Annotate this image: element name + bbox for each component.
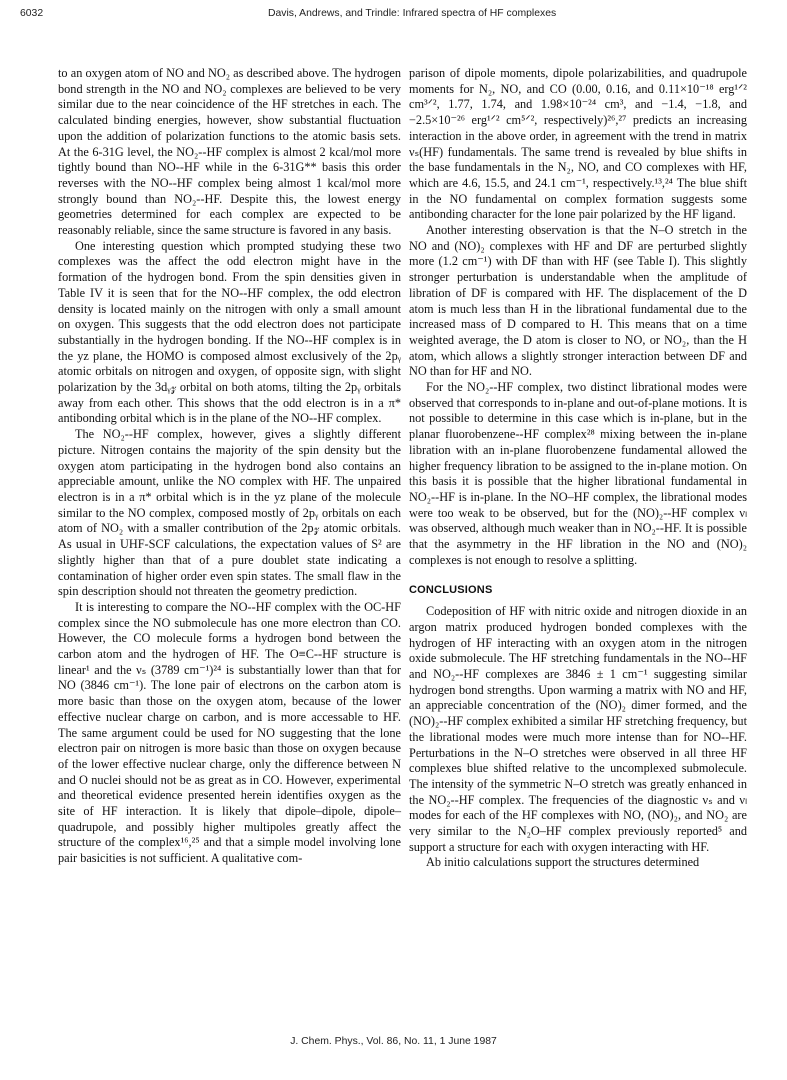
section-heading-conclusions: CONCLUSIONS (409, 583, 493, 596)
running-title: Davis, Andrews, and Trindle: Infrared spectra of HF complexes (268, 8, 557, 19)
paragraph-oc-hf-comparison: It is interesting to compare the NO--HF complex with the OC-HF complex since the NO submolecule has one more electron than CO. However, the CO molecule forms a hydrogen bond between the carbon atom and the hydrogen of HF. The O≡C--HF structure is linear¹ and the νₛ (3789 cm⁻¹)²⁴ is substantially lower than that for NO (3846 cm⁻¹). The lone pair of electrons on the carbon atom is more basic than those on the oxygen atom, because of the lower effective nuclear charge on carbon, and is more accessable to HF. The same argument could be used for NO suggesting that the lone electron pair on nitrogen is more basic than those on oxygen because of the lower effective nuclear charge, only the difference between N and O nuclei should not be as great as in CO. However, experimental and theoretical evidence presented herein identifies oxygen as the site of HF interaction. It is likely that dipole–dipole, dipole–quadrupole, and possibly higher multipoles greatly affect the structure of the complex¹⁶,²⁵ and that a simple model involving lone pair basicities is not sufficient. A qualitative com- (58, 599, 401, 866)
paragraph-librational-modes: For the NO₂--HF complex, two distinct librational modes were observed that corresponds to in-plane and out-of-plane motions. It is not possible to determine in this case which is in-plane, but in the planar fluorobenzene--HF complex²⁸ mixing between the in-plane libration with an in-plane fluorobenzene fundamental allowed the higher frequency libration to be assigned to the in-plane motion. On this basis it is possible that the higher librational fundamental in NO₂--HF is in-plane. In the NO–HF complex, the librational modes were too weak to be observed, but for the (NO)₂--HF complex νₗ was observed, although much weaker than in NO₂--HF. It is possible that the asymmetry in the HF libration in the NO and (NO)₂ complexes is not enough to resolve a splitting. (409, 380, 747, 567)
left-column (58, 66, 401, 867)
page-number: 6032 (20, 8, 44, 19)
paragraph-dipole-moments: parison of dipole moments, dipole polarizabilities, and quadrupole moments for N₂, NO, and CO (0.00, 0.16, and 0.11×10⁻¹⁸ erg¹ᐟ² cm³ᐟ², 1.77, 1.74, and 1.98×10⁻²⁴ cm³, and −1.4, −1.8, and −2.5×10⁻²⁶ erg¹ᐟ² cm⁵ᐟ², respectively)²⁶,²⁷ predicts an increasing interaction in the above order, in agreement with the trend in matrix νₛ(HF) fundamentals. The same trend is revealed by blue shifts in the base fundamentals in the N₂, NO, and CO complexes with HF, which are 4.6, 15.5, and 24.1 cm⁻¹, respectively.¹³,²⁴ The blue shift in the NO fundamental on complex formation suggests some antibonding character for the lone pair polarized by the HF ligand. (409, 66, 747, 222)
right-column (409, 66, 747, 871)
paragraph-continuation: to an oxygen atom of NO and NO₂ as described above. The hydrogen bond strength in the NO and NO₂ complexes are believed to be very similar due to the near coincidence of the HF stretches in each. The calculated binding energies, however, show substantial fluctuation upon the addition of polarization functions to the atomic basis sets. At the 6-31G level, the NO₂--HF complex is almost 2 kcal/mol more tightly bound than NO--HF while in the 6-31G** basis this order reverses with the NO--HF complex being almost 1 kcal/mol more strongly bound than NO₂--HF. Despite this, the lowest energy geometries determined for each complex are expected to be reasonably reliable, since the same structure is favored in any basis. (58, 66, 401, 238)
paragraph-ab-initio: Ab initio calculations support the structures determined (426, 855, 700, 870)
paragraph-no2-hf: The NO₂--HF complex, however, gives a slightly different picture. Nitrogen contains the majority of the spin density but the oxygen atom participating in the hydrogen bond also contains an appreciable amount, unlike the NO complex with HF. The unpaired electron is in a π* orbital which is in the yz plane of the molecule similar to the NO complex, composed mostly of 2pᵧ orbitals on each atom of NO₂ with a smaller contribution of the 2p𝓏 atomic orbitals. As usual in UHF-SCF calculations, the expectation values of S² are slightly higher than that of a pure doublet state indicating a contamination of higher order even spin states. The small flaw in the spin description should not threaten the geometry prediction. (58, 427, 401, 599)
running-header (20, 8, 767, 22)
paragraph-odd-electron: One interesting question which prompted studying these two complexes was the affect the odd electron might have in the formation of the hydrogen bond. From the spin densities given in Table IV it is seen that for the NO--HF complex, the odd electron density is located mainly on the nitrogen with only a small amount on oxygen. This suggests that the odd electron does not participate substantially in the hydrogen bonding. If the NO--HF complex is in the yz plane, the HOMO is composed almost exclusively of the 2pᵧ atomic orbitals on nitrogen and oxygen, of opposite sign, with slight polarization by the 3dᵧ𝓏 orbital on both atoms, tilting the 2pᵧ orbitals away from each other. This shows that the odd electron is in a π* antibonding orbital which is in the plane of the NO--HF complex. (58, 238, 401, 426)
paragraph-no-stretch: Another interesting observation is that the N–O stretch in the NO and (NO)₂ complexes with HF and DF are perturbed slightly more (1.2 cm⁻¹) with DF than with HF (see Table I). This slightly stronger perturbation is understandable when the amplitude of libration of DF is compared with HF. The displacement of the D atom is much less than H in the librational fundamental due to the increased mass of D compared to H. This means that on a time weighted average, the D atom is closer to NO, or NO₂, than the H atom, which allows a slightly stronger interaction between DF and NO than for HF and NO. (409, 223, 747, 379)
journal-citation-footer: J. Chem. Phys., Vol. 86, No. 11, 1 June 1987 (290, 1036, 497, 1047)
paragraph-conclusions: Codeposition of HF with nitric oxide and nitrogen dioxide in an argon matrix produced hydrogen bonded complexes with the hydrogen of HF interacting with an oxygen atom in the nitrogen oxide submolecule. The HF stretching fundamentals in the NO--HF and NO₂--HF complexes are 3846 ± 1 cm⁻¹ suggesting similar hydrogen bond strengths. Upon warming a matrix with NO and HF, an appreciable concentration of the (NO)₂ dimer formed, and the (NO)₂--HF complex exhibited a similar HF stretching frequency, but the librational modes were much more intense than for NO--HF. Perturbations in the N–O stretches were observed in all three HF complexes blue shifted relative to the uncomplexed submolecule. The intensity of the symmetric N–O stretch was greatly enhanced in the NO₂--HF complex. The frequencies of the diagnostic νₛ and νₗ modes for each of the HF complexes with NO, (NO)₂, and NO₂ are very similar to the N₂O–HF complex previously reported⁵ and support a structure for each with oxygen interacting with HF. (409, 604, 747, 854)
